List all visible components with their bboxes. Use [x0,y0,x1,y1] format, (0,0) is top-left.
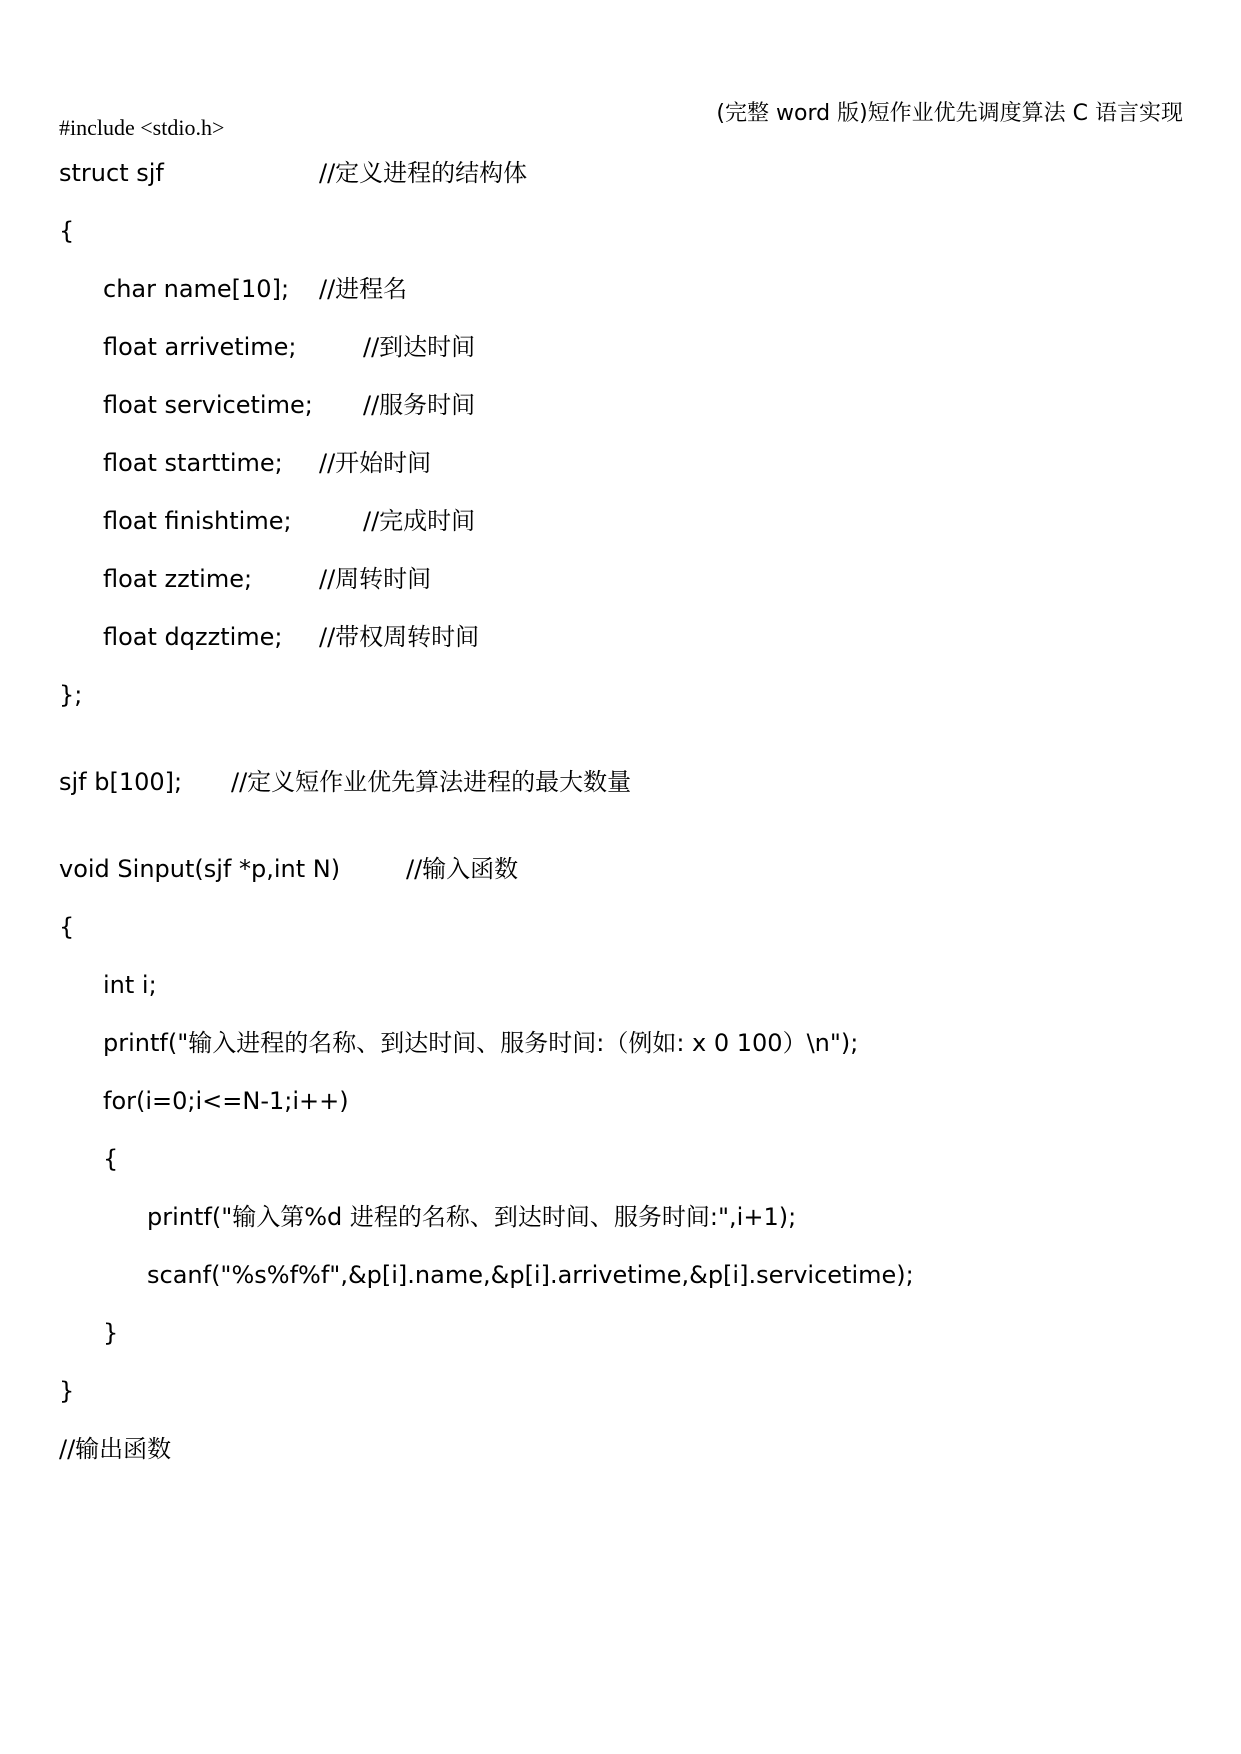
field-finishtime: float finishtime; [103,507,292,535]
for-loop-line: for(i=0;i<=N-1;i++) [103,1087,349,1115]
array-declaration: sjf b[100]; [59,768,183,796]
field-dqzztime-comment: //带权周转时间 [319,623,480,651]
field-name: char name[10]; [103,275,290,303]
function-comment: //输入函数 [406,855,519,883]
field-servicetime: float servicetime; [103,391,313,419]
field-name-comment: //进程名 [319,275,408,303]
field-starttime: float starttime; [103,449,283,477]
field-arrivetime-comment: //到达时间 [363,333,476,361]
field-zztime: float zztime; [103,565,253,593]
struct-comment: //定义进程的结构体 [319,159,528,187]
function-close-brace: } [59,1377,75,1405]
int-declaration: int i; [103,971,157,999]
loop-open-brace: { [103,1145,119,1173]
struct-declaration: struct sjf [59,159,164,187]
field-dqzztime: float dqzztime; [103,623,283,651]
field-servicetime-comment: //服务时间 [363,391,476,419]
array-comment: //定义短作业优先算法进程的最大数量 [231,768,632,796]
printf-loop-line: printf("输入第%d 进程的名称、到达时间、服务时间:",i+1); [147,1203,797,1231]
field-zztime-comment: //周转时间 [319,565,432,593]
function-declaration: void Sinput(sjf *p,int N) [59,855,341,883]
printf-prompt-line: printf("输入进程的名称、到达时间、服务时间:（例如: x 0 100）\n"); [103,1029,859,1057]
page-header-title: (完整 word 版)短作业优先调度算法 C 语言实现 [716,101,1183,126]
include-line: #include <stdio.h> [59,115,225,140]
struct-open-brace: { [59,217,75,245]
scanf-line: scanf("%s%f%f",&p[i].name,&p[i].arrivetime,&p[i].servicetime); [147,1261,914,1289]
field-starttime-comment: //开始时间 [319,449,432,477]
loop-close-brace: } [103,1319,119,1347]
output-function-comment: //输出函数 [59,1435,172,1463]
struct-close-brace: }; [59,681,83,709]
function-open-brace: { [59,913,75,941]
field-arrivetime: float arrivetime; [103,333,297,361]
field-finishtime-comment: //完成时间 [363,507,476,535]
